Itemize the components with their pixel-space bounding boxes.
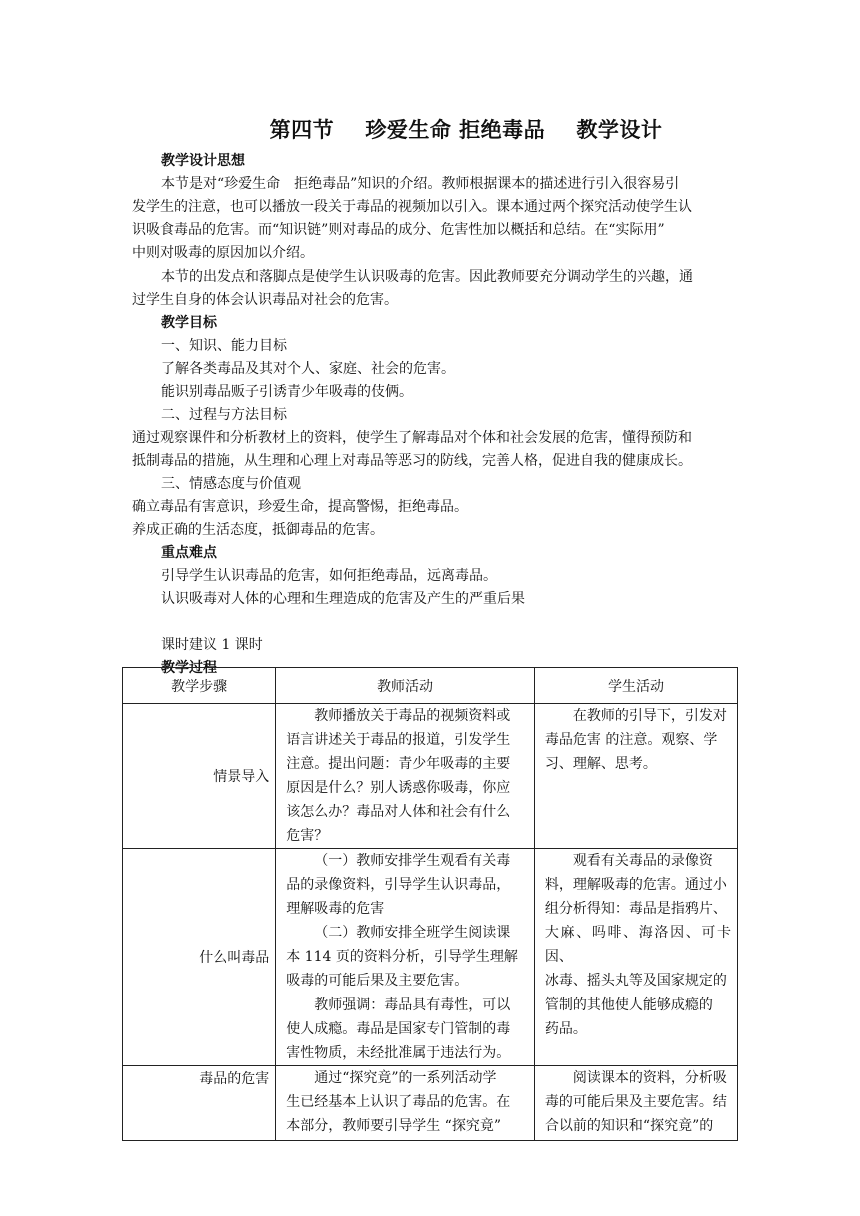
table-row — [123, 1066, 738, 1141]
cell-text-line: 管制的其他使人能够成瘾的 — [544, 997, 713, 1013]
cell-text-line: 药品。 — [544, 1021, 587, 1037]
title-topic: 珍爱生命 拒绝毒品 — [365, 117, 546, 142]
paragraph-line: 课时建议 1 课时 — [161, 637, 263, 653]
table-header-row — [123, 668, 738, 704]
cell-text-line: 危害？ — [286, 828, 329, 844]
paragraph-line: 识吸食毒品的危害。而“知识链”则对毒品的成分、危害性加以概括和总结。在“实际用” — [132, 222, 665, 238]
cell-text-line: 毒的可能后果及主要危害。结 — [544, 1094, 727, 1110]
paragraph-line: 引导学生认识毒品的危害，如何拒绝毒品，远离毒品。 — [161, 568, 497, 584]
student-cell — [534, 1066, 737, 1141]
paragraph-line: 三、情感态度与价值观 — [161, 476, 301, 492]
cell-text-line: 通过“探究竟”的一系列活动学 — [314, 1070, 497, 1086]
paragraph-line: 本节是对“珍爱生命 拒绝毒品”知识的介绍。教师根据课本的描述进行引入很容易引 — [161, 176, 680, 192]
cell-text-line: 观看有关毒品的录像资 — [572, 853, 713, 869]
title-section: 第四节 — [269, 117, 335, 142]
header-step: 教学步骤 — [123, 668, 276, 704]
teacher-cell — [276, 1066, 535, 1141]
cell-text-line: 理解吸毒的危害 — [286, 901, 385, 917]
teacher-cell — [276, 849, 535, 1066]
cell-text-line: 习、理解、思考。 — [544, 756, 657, 772]
section-heading: 教学设计思想 — [161, 153, 245, 169]
cell-text-line: 合以前的知识和“探究竟”的 — [544, 1118, 714, 1134]
cell-text-line: 生已经基本上认识了毒品的危害。在 — [286, 1094, 511, 1110]
cell-text-line: 教师播放关于毒品的视频资料或 — [314, 708, 511, 724]
paragraph-line: 一、知识、能力目标 — [161, 338, 287, 354]
student-cell — [534, 849, 737, 1066]
cell-text-line: 料，理解吸毒的危害。通过小 — [544, 877, 727, 893]
title-suffix: 教学设计 — [576, 117, 663, 142]
paragraph-line: 确立毒品有害意识，珍爱生命，提高警惕，拒绝毒品。 — [132, 499, 468, 515]
paragraph-line: 发学生的注意，也可以播放一段关于毒品的视频加以引入。课本通过两个探究活动使学生认 — [132, 199, 692, 215]
paragraph-line: 二、过程与方法目标 — [161, 407, 287, 423]
step-cell: 毒品的危害 — [123, 1066, 276, 1141]
cell-text-line: 大麻、吗啡、海洛因、可卡因、 — [544, 925, 731, 965]
paragraph-line: 养成正确的生活态度，抵御毒品的危害。 — [132, 522, 384, 538]
cell-text-line: （二）教师安排全班学生阅读课 — [314, 925, 511, 941]
section-heading: 教学目标 — [161, 315, 217, 331]
header-student: 学生活动 — [534, 668, 737, 704]
cell-text-line: （一）教师安排学生观看有关毒 — [314, 853, 511, 869]
cell-text-line: 教师强调：毒品具有毒性，可以 — [314, 997, 511, 1013]
cell-text-line: 阅读课本的资料，分析吸 — [572, 1070, 727, 1086]
cell-text-line: 冰毒、摇头丸等及国家规定的 — [544, 973, 727, 989]
paragraph-line: 通过观察课件和分析教材上的资料，使学生了解毒品对个体和社会发展的危害，懂得预防和 — [132, 430, 692, 446]
section-heading: 教学过程 — [161, 660, 217, 676]
cell-text-line: 使人成瘾。毒品是国家专门管制的毒 — [286, 1021, 511, 1037]
table-row — [123, 849, 738, 1066]
paragraph-line: 过学生自身的体会认识毒品对社会的危害。 — [132, 292, 398, 308]
student-cell — [534, 704, 737, 849]
teacher-cell — [276, 704, 535, 849]
paragraph-line: 认识吸毒对人体的心理和生理造成的危害及产生的严重后果 — [161, 591, 525, 607]
cell-text-line: 在教师的引导下，引发对 — [572, 708, 727, 724]
cell-text-line: 注意。提出问题：青少年吸毒的主要 — [286, 756, 511, 772]
cell-text-line: 组分析得知：毒品是指鸦片、 — [544, 901, 727, 917]
paragraph-line: 本节的出发点和落脚点是使学生认识吸毒的危害。因此教师要充分调动学生的兴趣，通 — [161, 269, 693, 285]
step-cell: 什么叫毒品 — [123, 849, 276, 1066]
document-title — [36, 114, 860, 144]
cell-text-line: 该怎么办？毒品对人体和社会有什么 — [286, 804, 511, 820]
cell-text-line: 原因是什么？别人诱惑你吸毒，你应 — [286, 780, 511, 796]
cell-text-line: 毒品危害 的注意。观察、学 — [544, 732, 718, 748]
cell-text-line: 品的录像资料，引导学生认识毒品， — [286, 877, 511, 893]
header-teacher: 教师活动 — [276, 668, 535, 704]
paragraph-line: 中则对吸毒的原因加以介绍。 — [132, 245, 314, 261]
teaching-process-table — [122, 667, 738, 1141]
paragraph-line: 能识别毒品贩子引诱青少年吸毒的伎俩。 — [161, 384, 413, 400]
cell-text-line: 本部分，教师要引导学生 “探究竟” — [286, 1118, 501, 1134]
cell-text-line: 本 114 页的资料分析，引导学生理解 — [286, 949, 518, 965]
step-cell: 情景导入 — [123, 704, 276, 849]
paragraph-line: 抵制毒品的措施，从生理和心理上对毒品等恶习的防线，完善人格，促进自我的健康成长。 — [132, 453, 692, 469]
cell-text-line: 语言讲述关于毒品的报道，引发学生 — [286, 732, 511, 748]
paragraph-line: 了解各类毒品及其对个人、家庭、社会的危害。 — [161, 361, 455, 377]
table-row — [123, 704, 738, 849]
cell-text-line: 吸毒的可能后果及主要危害。 — [286, 973, 469, 989]
section-heading: 重点难点 — [161, 545, 217, 561]
cell-text-line: 害性物质，未经批准属于违法行为。 — [286, 1045, 511, 1061]
